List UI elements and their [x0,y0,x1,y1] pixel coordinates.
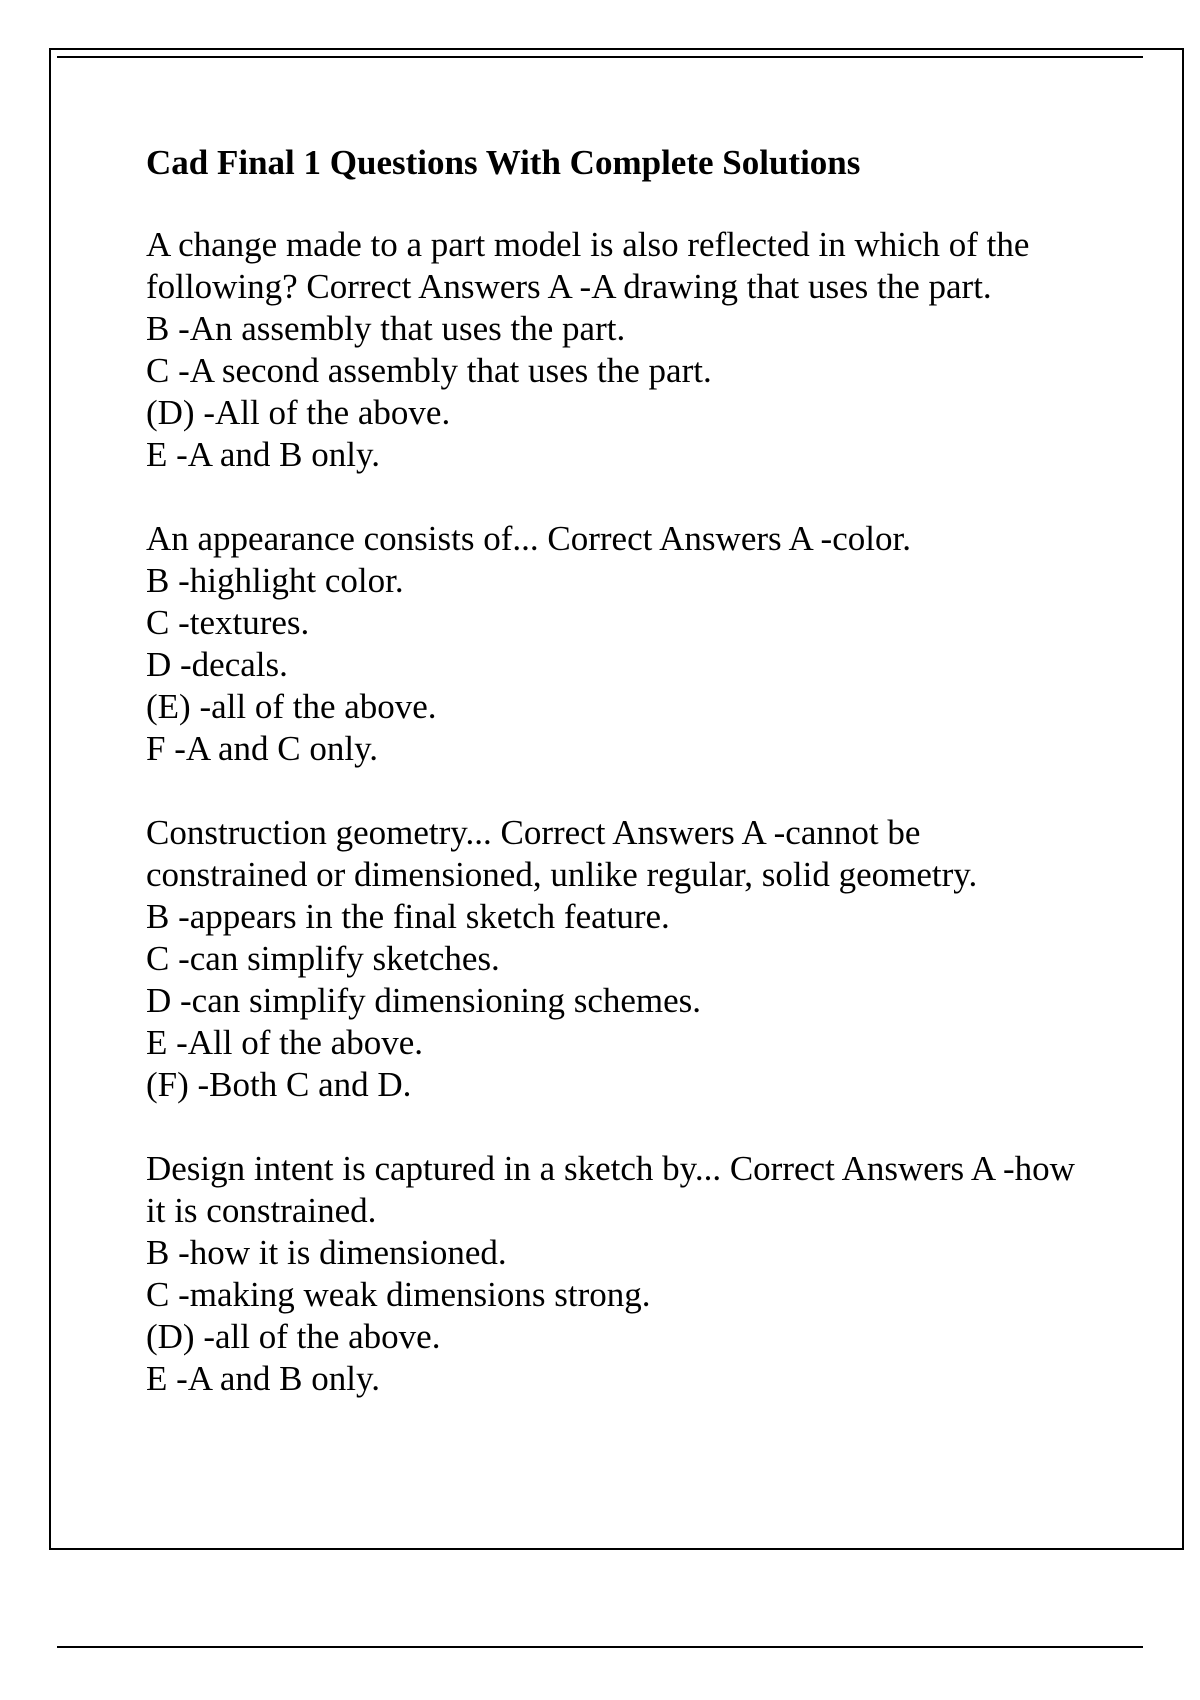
answer-option: (E) -all of the above. [146,687,437,726]
answer-option: B -how it is dimensioned. [146,1233,507,1272]
answer-option: B -highlight color. [146,561,404,600]
answer-option: B -appears in the final sketch feature. [146,897,670,936]
question-prompt: Construction geometry... Correct Answers A -cannot be constrained or dimensioned, unlike regular, solid geometry. [146,813,978,894]
answer-option: D -decals. [146,645,288,684]
answer-option: E -All of the above. [146,1023,423,1062]
question-1 [146,224,1086,476]
answer-option: C -A second assembly that uses the part. [146,351,712,390]
answer-option: (D) -All of the above. [146,393,451,432]
question-prompt: Design intent is captured in a sketch by... Correct Answers A -how it is constrained. [146,1149,1075,1230]
question-prompt: An appearance consists of... Correct Answers A -color. [146,519,911,558]
answer-option: C -making weak dimensions strong. [146,1275,651,1314]
answer-option: C -textures. [146,603,310,642]
question-4 [146,1148,1086,1400]
document-title: Cad Final 1 Questions With Complete Solutions [146,143,861,182]
question-2 [146,518,1086,770]
document-body [146,142,1086,1442]
answer-option: F -A and C only. [146,729,379,768]
question-prompt: A change made to a part model is also reflected in which of the following? Correct Answers A -A drawing that uses the part. [146,225,1030,306]
bottom-rule [57,1646,1143,1648]
answer-option: (D) -all of the above. [146,1317,441,1356]
answer-option: C -can simplify sketches. [146,939,500,978]
answer-option: B -An assembly that uses the part. [146,309,626,348]
answer-option: E -A and B only. [146,1359,380,1398]
answer-option: D -can simplify dimensioning schemes. [146,981,702,1020]
answer-option: E -A and B only. [146,435,380,474]
answer-option: (F) -Both C and D. [146,1065,412,1104]
question-3 [146,812,1086,1106]
